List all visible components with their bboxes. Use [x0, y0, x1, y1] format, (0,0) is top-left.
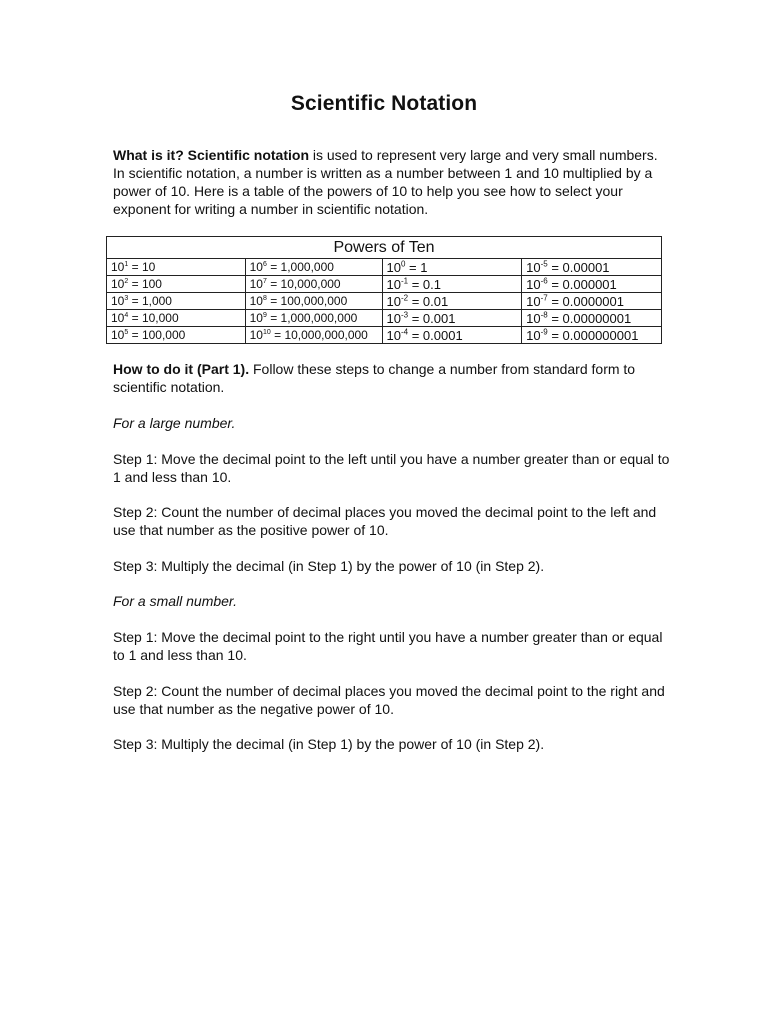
small-number-heading-text: For a small number.: [113, 593, 237, 609]
power-value: = 10,000: [128, 310, 179, 325]
power-value: = 0.01: [408, 293, 449, 309]
part1-paragraph: [113, 360, 673, 396]
small-step-2: Step 2: Count the number of decimal places you moved the decimal point to the right and use that number as the negative power of 10.: [113, 683, 665, 717]
power-base: 10: [526, 310, 541, 326]
power-value: = 1: [405, 259, 428, 275]
table-cell: [522, 327, 662, 344]
part1-text: Follow these steps to change a number from standard form to scientific notation.: [113, 361, 636, 395]
large-step-1: Step 1: Move the decimal point to the left until you have a number greater than or equal to 1 and less than 10.: [113, 451, 670, 485]
power-exponent: -1: [400, 276, 409, 286]
power-base: 10: [386, 259, 401, 275]
table-row: [107, 293, 662, 310]
power-base: 10: [526, 327, 541, 343]
power-value: = 100,000: [128, 327, 186, 342]
power-value: = 10,000,000: [266, 276, 341, 291]
table-row: [107, 327, 662, 344]
power-base: 10: [111, 310, 125, 325]
table-cell: [107, 327, 246, 344]
power-base: 10: [386, 327, 401, 343]
part1-lead: How to do it (Part 1).: [113, 361, 250, 377]
power-base: 10: [111, 276, 125, 291]
large-number-heading-text: For a large number.: [113, 415, 236, 431]
table-row: [107, 259, 662, 276]
table-body: [107, 259, 662, 344]
intro-text: is used to represent very large and very small numbers. In scientific notation, a number is written as a number between 1 and 10 multiplied by a power of 10. Here is a table of the powers of 10 to help you see how to select your exponent for writing a number in scientific notation.: [113, 147, 658, 217]
power-exponent: 0: [400, 259, 406, 269]
power-exponent: 9: [262, 311, 267, 319]
table-header: Powers of Ten: [107, 237, 662, 259]
power-exponent: 2: [124, 277, 129, 285]
power-base: 10: [526, 276, 541, 292]
power-exponent: 3: [124, 294, 129, 302]
table-row: [107, 276, 662, 293]
table-cell: [107, 259, 246, 276]
power-exponent: 5: [124, 328, 129, 336]
power-value: = 0.000000001: [547, 327, 639, 343]
power-base: 10: [249, 259, 263, 274]
power-base: 10: [111, 259, 125, 274]
power-value: = 0.000001: [547, 276, 617, 292]
power-base: 10: [386, 276, 401, 292]
table-cell: [382, 276, 522, 293]
power-base: 10: [249, 276, 263, 291]
power-exponent: 10: [262, 328, 271, 336]
power-value: = 0.0000001: [547, 293, 624, 309]
small-step-3: Step 3: Multiply the decimal (in Step 1) by the power of 10 (in Step 2).: [113, 736, 545, 752]
power-exponent: 8: [262, 294, 267, 302]
power-exponent: -5: [540, 259, 548, 269]
power-base: 10: [249, 310, 263, 325]
power-value: = 100,000,000: [266, 293, 348, 308]
power-exponent: -4: [400, 327, 409, 337]
power-value: = 1,000,000: [266, 259, 334, 274]
table-cell: [107, 276, 246, 293]
power-value: = 1,000: [128, 293, 172, 308]
power-exponent: -7: [540, 293, 548, 303]
power-exponent: 4: [124, 311, 129, 319]
small-step-1: Step 1: Move the decimal point to the right until you have a number greater than or equal to 1 and less than 10.: [113, 629, 663, 663]
power-exponent: 6: [262, 260, 267, 268]
table-cell: [382, 327, 522, 344]
power-value: = 1,000,000,000: [266, 310, 358, 325]
power-exponent: 7: [262, 277, 267, 285]
power-exponent: -8: [540, 310, 548, 320]
power-base: 10: [249, 293, 263, 308]
power-exponent: -9: [540, 327, 548, 337]
intro-paragraph: [113, 146, 673, 218]
intro-lead: What is it? Scientific notation: [113, 147, 309, 163]
power-base: 10: [386, 310, 401, 326]
table-cell: [522, 293, 662, 310]
table-cell: [245, 327, 382, 344]
power-base: 10: [111, 293, 125, 308]
power-value: = 0.001: [408, 310, 456, 326]
table-cell: [107, 293, 246, 310]
power-value: = 0.0001: [408, 327, 463, 343]
table-cell: [245, 310, 382, 327]
power-base: 10: [386, 293, 401, 309]
table-cell: [382, 293, 522, 310]
page-title: Scientific Notation: [290, 92, 478, 115]
power-exponent: -3: [400, 310, 409, 320]
table-cell: [245, 276, 382, 293]
power-base: 10: [526, 293, 541, 309]
large-number-heading: [113, 414, 673, 432]
power-base: 10: [111, 327, 125, 342]
table-cell: [522, 276, 662, 293]
large-step-3: Step 3: Multiply the decimal (in Step 1) by the power of 10 (in Step 2).: [113, 558, 545, 574]
table-row: [107, 310, 662, 327]
power-exponent: -6: [540, 276, 548, 286]
table-header-row: [107, 237, 662, 259]
power-base: 10: [526, 259, 541, 275]
powers-of-ten-table: [106, 236, 662, 344]
table-cell: [107, 310, 246, 327]
table-cell: [522, 310, 662, 327]
power-value: = 10: [128, 259, 156, 274]
table-cell: [245, 293, 382, 310]
power-exponent: -2: [400, 293, 409, 303]
table-cell: [522, 259, 662, 276]
power-value: = 100: [128, 276, 162, 291]
table-cell: [382, 310, 522, 327]
power-value: = 0.00000001: [547, 310, 632, 326]
power-value: = 0.1: [408, 276, 441, 292]
table-cell: [245, 259, 382, 276]
table-cell: [382, 259, 522, 276]
power-value: = 0.00001: [547, 259, 610, 275]
small-number-heading: [113, 592, 673, 610]
power-exponent: 1: [124, 260, 129, 268]
power-value: = 10,000,000,000: [270, 327, 368, 342]
large-step-2: Step 2: Count the number of decimal places you moved the decimal point to the left and use that number as the positive power of 10.: [113, 504, 657, 538]
power-base: 10: [249, 327, 263, 342]
